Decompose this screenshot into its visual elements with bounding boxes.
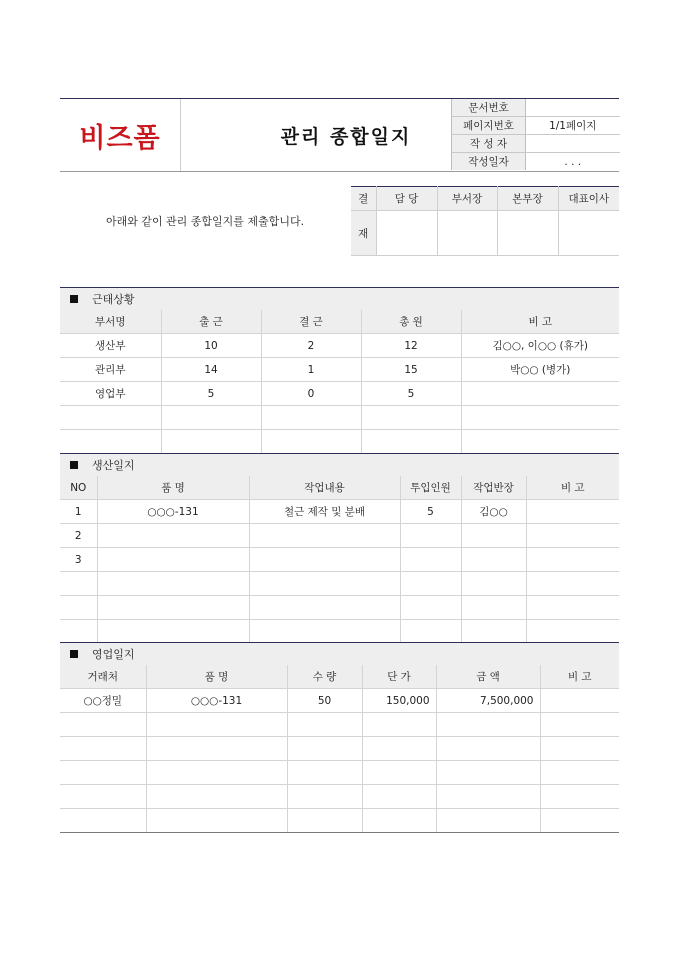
table-cell[interactable] <box>436 785 540 809</box>
table-cell[interactable] <box>97 596 249 620</box>
table-cell[interactable] <box>249 596 400 620</box>
table-row <box>60 809 619 833</box>
table-cell[interactable] <box>526 620 619 644</box>
production-section <box>60 453 619 644</box>
table-row <box>60 524 619 548</box>
table-row <box>60 430 619 454</box>
table-cell[interactable] <box>60 406 161 430</box>
table-row <box>60 548 619 572</box>
approval-signature-cell[interactable] <box>376 211 437 256</box>
square-bullet-icon <box>70 461 78 469</box>
table-cell[interactable]: 3 <box>60 548 97 572</box>
table-cell[interactable] <box>540 689 619 713</box>
column-header: 품 명 <box>146 665 287 689</box>
attendance-table <box>60 310 619 454</box>
meta-label: 페이지번호 <box>452 117 526 135</box>
table-cell[interactable] <box>400 548 461 572</box>
table-cell[interactable]: 김○○ <box>461 500 526 524</box>
meta-label: 작 성 자 <box>452 135 526 153</box>
table-cell[interactable] <box>362 809 436 833</box>
meta-label: 문서번호 <box>452 99 526 117</box>
table-row <box>60 572 619 596</box>
section-title: 근태상황 <box>92 293 135 306</box>
table-cell[interactable] <box>362 785 436 809</box>
table-cell[interactable] <box>540 713 619 737</box>
intro-text: 아래와 같이 관리 종합일지를 제출합니다. <box>105 215 305 228</box>
meta-label: 작성일자 <box>452 153 526 171</box>
meta-row <box>452 117 620 135</box>
table-cell[interactable] <box>287 761 362 785</box>
approval-table <box>351 186 619 256</box>
table-cell[interactable]: 14 <box>161 358 261 382</box>
table-cell[interactable] <box>146 737 287 761</box>
table-cell[interactable] <box>60 713 146 737</box>
column-header: 투입인원 <box>400 476 461 500</box>
table-cell[interactable]: 관리부 <box>60 358 161 382</box>
table-cell[interactable] <box>60 620 97 644</box>
header-divider <box>180 99 181 171</box>
table-cell[interactable]: 150,000 <box>362 689 436 713</box>
meta-row <box>452 135 620 153</box>
table-cell[interactable]: ○○정밀 <box>60 689 146 713</box>
column-header: 비 고 <box>461 310 619 334</box>
table-row <box>60 761 619 785</box>
table-cell[interactable] <box>60 785 146 809</box>
table-cell[interactable]: 15 <box>361 358 461 382</box>
section-title: 영업일지 <box>92 648 135 661</box>
table-row <box>60 596 619 620</box>
table-cell[interactable] <box>362 737 436 761</box>
column-header: 작업내용 <box>249 476 400 500</box>
table-cell[interactable]: 10 <box>161 334 261 358</box>
table-cell[interactable] <box>97 548 249 572</box>
table-cell[interactable] <box>60 809 146 833</box>
table-cell[interactable] <box>97 524 249 548</box>
table-row <box>60 737 619 761</box>
table-cell[interactable]: 5 <box>161 382 261 406</box>
table-cell[interactable] <box>146 761 287 785</box>
approval-signature-cell[interactable] <box>437 211 497 256</box>
section-header <box>60 453 619 476</box>
meta-row <box>452 99 620 117</box>
table-cell[interactable] <box>362 761 436 785</box>
meta-value[interactable]: . . . <box>564 155 582 168</box>
table-cell[interactable] <box>287 737 362 761</box>
table-header-row <box>60 310 619 334</box>
table-cell[interactable]: 박○○ (병가) <box>461 358 619 382</box>
table-cell[interactable] <box>461 382 619 406</box>
table-cell[interactable] <box>461 548 526 572</box>
table-cell[interactable]: 12 <box>361 334 461 358</box>
approval-role: 본부장 <box>497 187 558 211</box>
table-cell[interactable] <box>436 713 540 737</box>
column-header: 품 명 <box>97 476 249 500</box>
table-cell[interactable] <box>261 430 361 454</box>
table-cell[interactable]: 2 <box>60 524 97 548</box>
document-meta-table <box>451 99 620 170</box>
column-header: 거래처 <box>60 665 146 689</box>
table-row <box>60 406 619 430</box>
square-bullet-icon <box>70 295 78 303</box>
table-cell[interactable]: ○○○-131 <box>97 500 249 524</box>
square-bullet-icon <box>70 650 78 658</box>
column-header: 수 량 <box>287 665 362 689</box>
document-title: 관리 종합일지 <box>280 125 412 148</box>
table-cell[interactable] <box>146 713 287 737</box>
meta-value[interactable] <box>526 99 620 117</box>
table-cell[interactable] <box>362 713 436 737</box>
approval-role: 대표이사 <box>558 187 619 211</box>
column-header: 비 고 <box>526 476 619 500</box>
table-cell[interactable] <box>249 572 400 596</box>
table-cell[interactable]: 5 <box>400 500 461 524</box>
brand-logo: 비즈폼 <box>79 122 161 154</box>
sales-table <box>60 665 619 833</box>
meta-row <box>452 153 620 171</box>
table-cell[interactable] <box>161 406 261 430</box>
table-row <box>60 785 619 809</box>
document-header <box>60 98 619 172</box>
table-cell[interactable] <box>60 596 97 620</box>
approval-signature-cell[interactable] <box>497 211 558 256</box>
column-header: 단 가 <box>362 665 436 689</box>
column-header: 금 액 <box>436 665 540 689</box>
table-cell[interactable]: 50 <box>287 689 362 713</box>
table-cell[interactable] <box>436 737 540 761</box>
table-cell[interactable] <box>461 620 526 644</box>
table-row <box>60 713 619 737</box>
table-cell[interactable] <box>400 620 461 644</box>
column-header: NO <box>60 476 97 500</box>
table-cell[interactable]: 김○○, 이○○ (휴가) <box>461 334 619 358</box>
table-cell[interactable]: 7,500,000 <box>436 689 540 713</box>
table-cell[interactable] <box>97 572 249 596</box>
table-cell[interactable] <box>361 406 461 430</box>
approval-side-label: 결 <box>351 187 376 211</box>
approval-role: 담 당 <box>376 187 437 211</box>
table-cell[interactable]: 영업부 <box>60 382 161 406</box>
table-cell[interactable] <box>526 596 619 620</box>
column-header: 결 근 <box>261 310 361 334</box>
section-header <box>60 287 619 310</box>
table-cell[interactable] <box>400 572 461 596</box>
table-cell[interactable] <box>161 430 261 454</box>
table-cell[interactable] <box>526 524 619 548</box>
section-title: 생산일지 <box>92 459 135 472</box>
table-cell[interactable] <box>526 500 619 524</box>
table-cell[interactable] <box>540 737 619 761</box>
table-cell[interactable] <box>436 809 540 833</box>
table-cell[interactable]: ○○○-131 <box>146 689 287 713</box>
table-row <box>60 358 619 382</box>
table-cell[interactable] <box>261 406 361 430</box>
table-cell[interactable] <box>461 596 526 620</box>
table-cell[interactable] <box>60 572 97 596</box>
table-row <box>60 620 619 644</box>
table-cell[interactable]: 생산부 <box>60 334 161 358</box>
table-cell[interactable] <box>249 548 400 572</box>
column-header: 부서명 <box>60 310 161 334</box>
table-row <box>60 500 619 524</box>
table-cell[interactable] <box>60 430 161 454</box>
table-cell[interactable] <box>249 524 400 548</box>
table-cell[interactable] <box>540 761 619 785</box>
table-cell[interactable] <box>146 809 287 833</box>
table-cell[interactable] <box>540 785 619 809</box>
column-header: 총 원 <box>361 310 461 334</box>
table-cell[interactable] <box>287 809 362 833</box>
table-header-row <box>60 476 619 500</box>
table-cell[interactable]: 1 <box>261 358 361 382</box>
table-cell[interactable] <box>97 620 249 644</box>
column-header: 비 고 <box>540 665 619 689</box>
approval-signature-cell[interactable] <box>558 211 619 256</box>
approval-side-label: 재 <box>351 211 376 256</box>
table-cell[interactable] <box>287 713 362 737</box>
section-header <box>60 642 619 665</box>
table-header-row <box>60 665 619 689</box>
table-cell[interactable]: 0 <box>261 382 361 406</box>
table-cell[interactable] <box>60 761 146 785</box>
attendance-section <box>60 287 619 454</box>
table-cell[interactable] <box>60 737 146 761</box>
table-row <box>60 334 619 358</box>
meta-value[interactable]: 1/1페이지 <box>526 117 620 135</box>
table-cell[interactable]: 1 <box>60 500 97 524</box>
table-cell[interactable]: 2 <box>261 334 361 358</box>
table-row <box>60 382 619 406</box>
table-cell[interactable] <box>526 548 619 572</box>
table-cell[interactable] <box>526 572 619 596</box>
table-cell[interactable]: 5 <box>361 382 461 406</box>
table-cell[interactable]: 철근 제작 및 분배 <box>249 500 400 524</box>
production-table <box>60 476 619 644</box>
table-cell[interactable] <box>400 596 461 620</box>
meta-value[interactable] <box>526 135 620 153</box>
column-header: 출 근 <box>161 310 261 334</box>
table-cell[interactable] <box>287 785 362 809</box>
approval-role: 부서장 <box>437 187 497 211</box>
table-cell[interactable] <box>461 572 526 596</box>
table-cell[interactable] <box>146 785 287 809</box>
column-header: 작업반장 <box>461 476 526 500</box>
table-cell[interactable] <box>249 620 400 644</box>
table-cell[interactable] <box>436 761 540 785</box>
table-cell[interactable] <box>461 430 619 454</box>
table-row <box>60 689 619 713</box>
sales-section <box>60 642 619 833</box>
table-cell[interactable] <box>540 809 619 833</box>
table-cell[interactable] <box>361 430 461 454</box>
table-cell[interactable] <box>461 524 526 548</box>
table-cell[interactable] <box>461 406 619 430</box>
table-cell[interactable] <box>400 524 461 548</box>
